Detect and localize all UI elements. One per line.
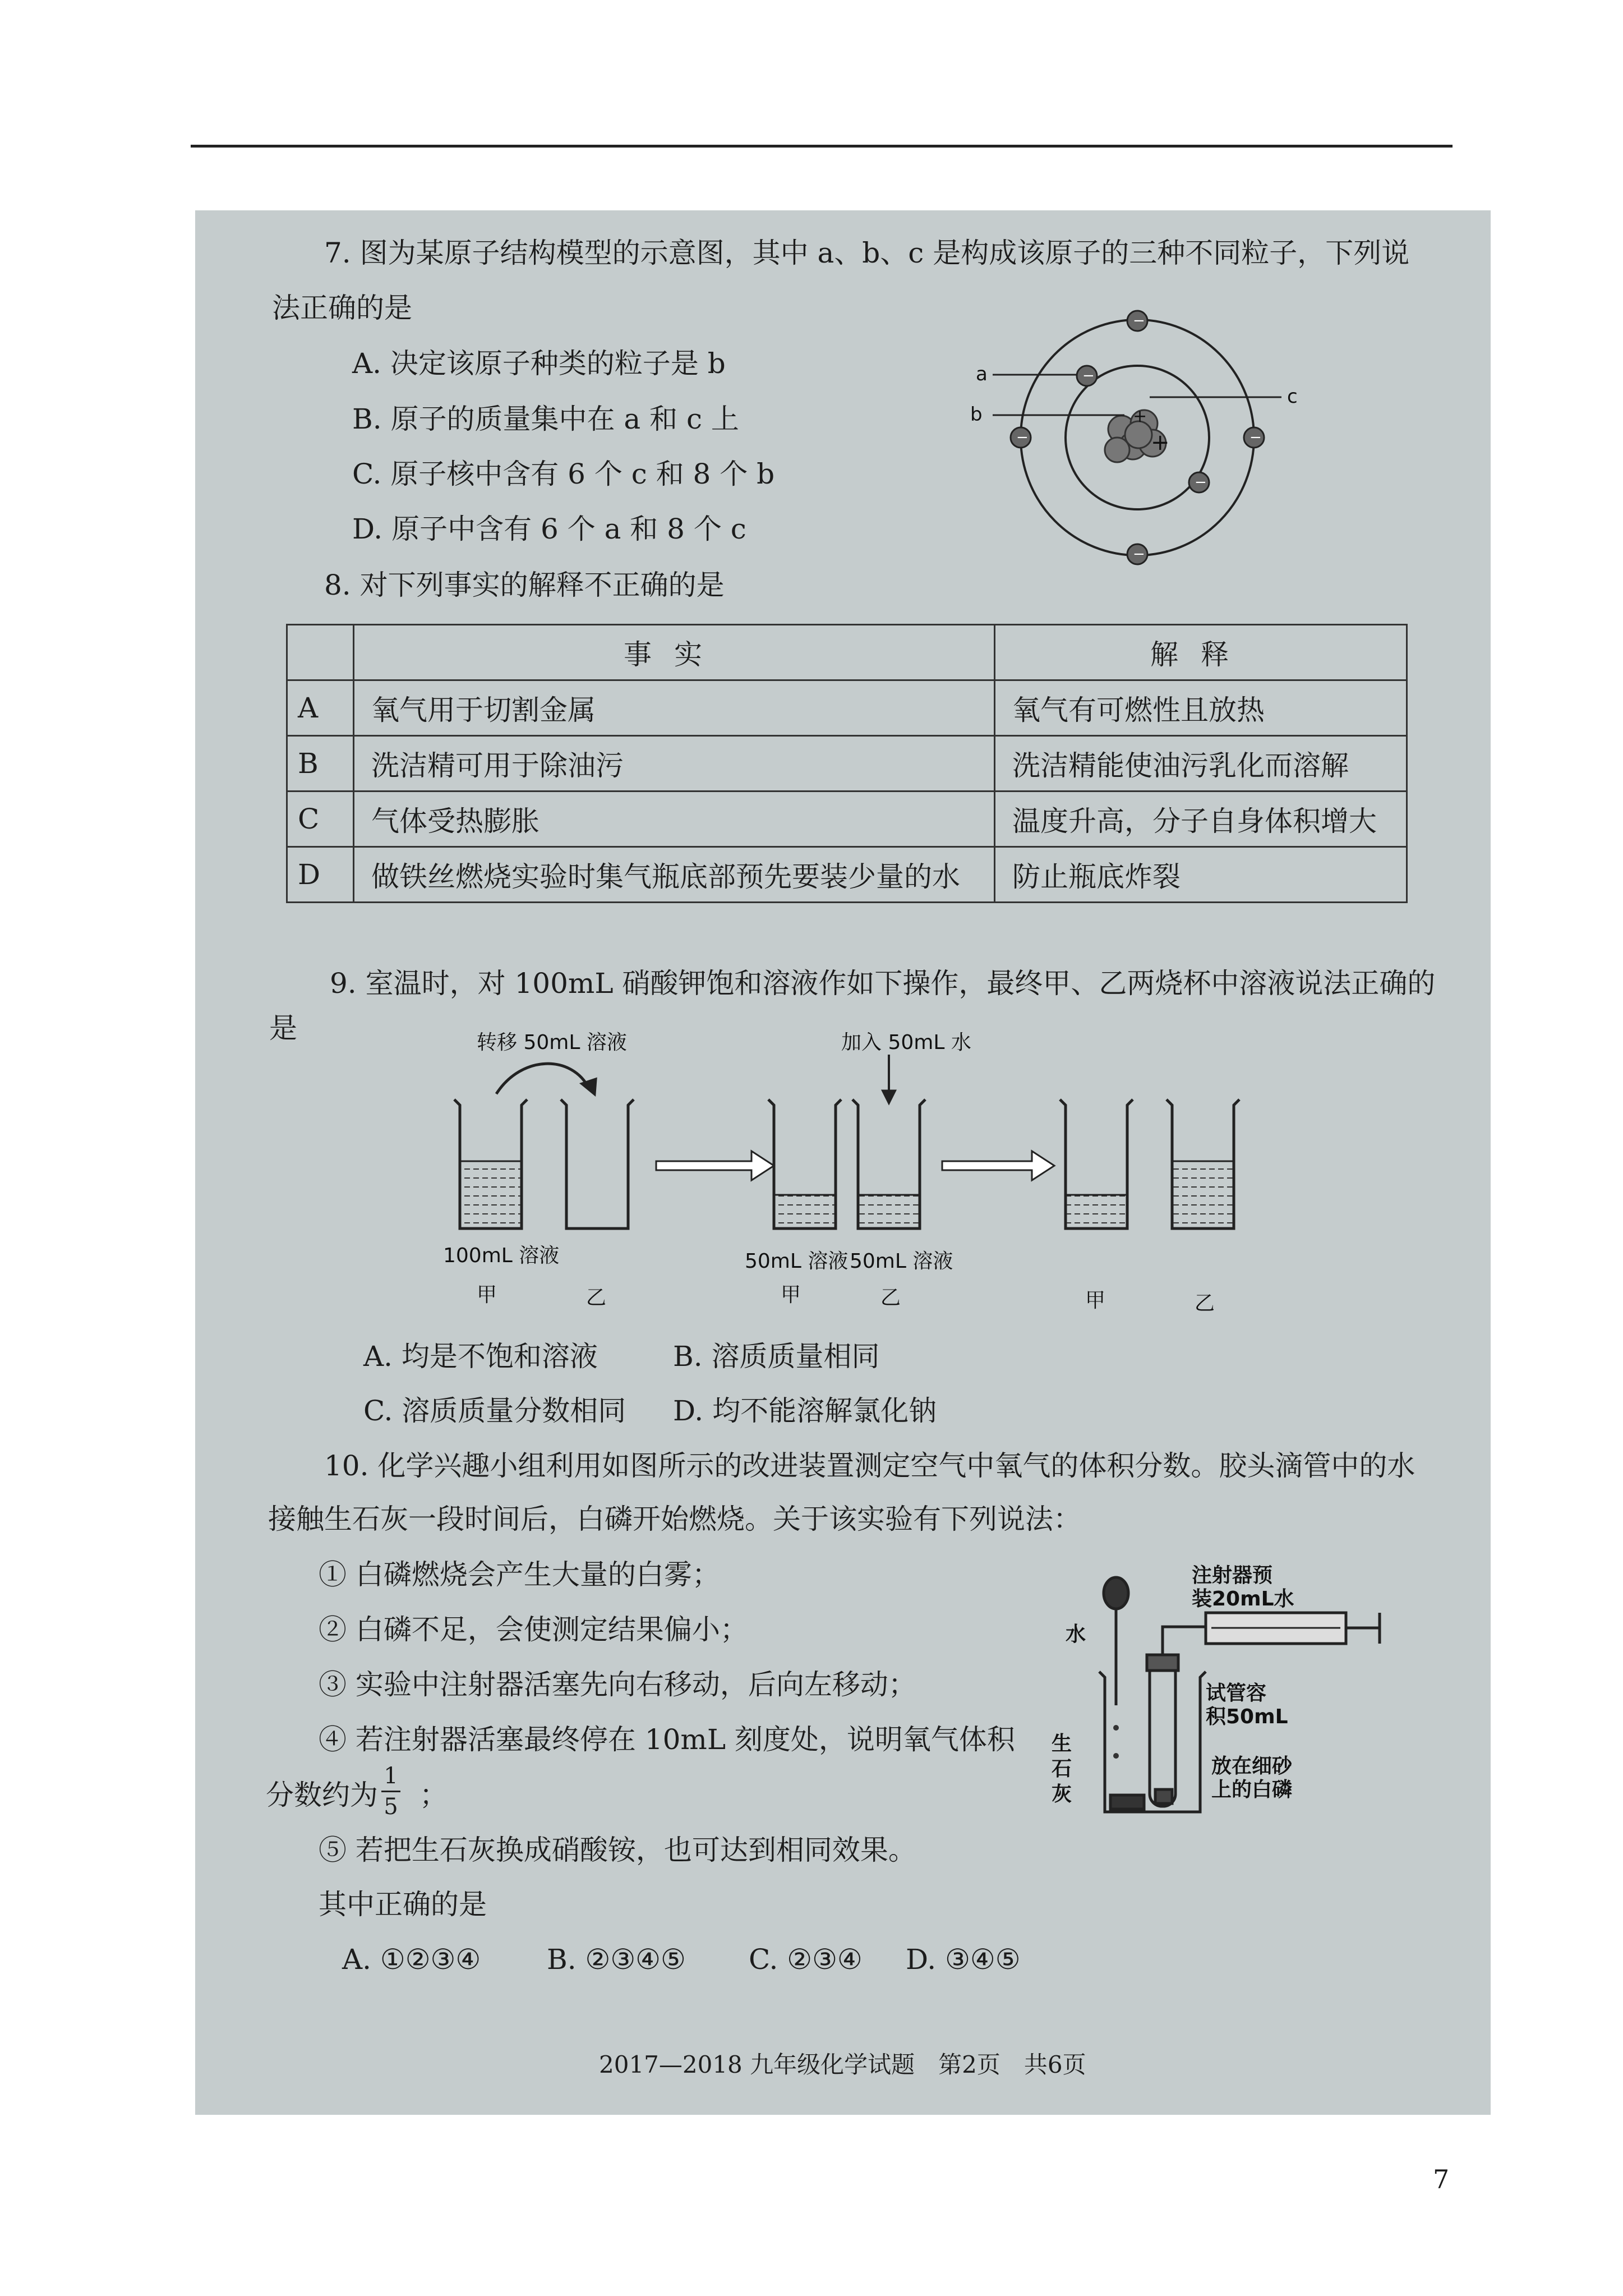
row-fact: 气体受热膨胀 — [354, 792, 995, 847]
svg-text:−: − — [1133, 546, 1145, 563]
jia-label-3: 甲 — [1085, 1289, 1106, 1312]
row-letter: A — [287, 680, 354, 736]
fraction-denominator: 5 — [384, 1794, 398, 1820]
atom-label-c: c — [1287, 385, 1298, 408]
oxygen-apparatus-diagram — [1043, 1559, 1391, 1840]
q10-answer-c: C. ②③④ — [749, 1943, 863, 1976]
q10-answer-d: D. ③④⑤ — [906, 1943, 1021, 1976]
q10-statement-4-cont: 分数约为 — [266, 1779, 378, 1811]
q7-stem-line2: 法正确的是 — [272, 292, 412, 324]
svg-text:−: − — [1249, 429, 1262, 446]
q10-statement-4-end: ； — [419, 1779, 448, 1811]
row-letter: C — [287, 792, 354, 847]
table-header-explanation: 解释 — [995, 625, 1407, 680]
row-fact: 氧气用于切割金属 — [354, 680, 995, 736]
top-rule — [191, 145, 1453, 148]
q7-option-b: B. 原子的质量集中在 a 和 c 上 — [352, 403, 739, 435]
q7-stem-line1: 7. 图为某原子结构模型的示意图，其中 a、b、c 是构成该原子的三种不同粒子，下列说 — [324, 237, 1410, 269]
solution-50b-label: 50mL 溶液 — [850, 1250, 953, 1273]
row-explanation: 氧气有可燃性且放热 — [995, 680, 1407, 736]
phosphorus-label-1: 放在细砂 — [1211, 1755, 1293, 1778]
syringe-label-2: 装20mL水 — [1192, 1588, 1294, 1611]
jia-label-2: 甲 — [781, 1283, 801, 1306]
q10-which: 其中正确的是 — [319, 1888, 487, 1921]
q9-option-c: C. 溶质质量分数相同 — [363, 1395, 626, 1427]
q9-stem-line2: 是 — [269, 1012, 297, 1045]
transfer-label: 转移 50mL 溶液 — [477, 1031, 627, 1054]
jia-label-1: 甲 — [477, 1283, 497, 1306]
q10-answer-a: A. ①②③④ — [342, 1943, 481, 1976]
lime-label-3: 灰 — [1052, 1783, 1072, 1806]
solution-100-label: 100mL 溶液 — [443, 1244, 560, 1267]
q9-option-b: B. 溶质质量相同 — [673, 1340, 880, 1373]
q8-table — [286, 624, 1408, 903]
yi-label-1: 乙 — [586, 1286, 607, 1309]
svg-text:+: + — [1133, 407, 1147, 426]
q10-stem-line2: 接触生石灰一段时间后，白磷开始燃烧。关于该实验有下列说法： — [268, 1503, 1081, 1535]
row-explanation: 防止瓶底炸裂 — [995, 847, 1407, 903]
q8-stem: 8. 对下列事实的解释不正确的是 — [324, 569, 725, 601]
tube-label-2: 积50mL — [1206, 1705, 1288, 1728]
fraction-numerator: 1 — [384, 1763, 398, 1789]
phosphorus-label-2: 上的白磷 — [1211, 1778, 1293, 1801]
row-letter: B — [287, 736, 354, 792]
yi-label-2: 乙 — [880, 1286, 901, 1309]
q10-statement-5: ⑤ 若把生石灰换成硝酸铵，也可达到相同效果。 — [319, 1834, 916, 1866]
q10-statement-4: ④ 若注射器活塞最终停在 10mL 刻度处，说明氧气体积 — [319, 1723, 1015, 1756]
row-fact: 洗洁精可用于除油污 — [354, 736, 995, 792]
beaker-diagram — [437, 1021, 1279, 1313]
q10-stem-line1: 10. 化学兴趣小组利用如图所示的改进装置测定空气中氧气的体积分数。胶头滴管中的水 — [324, 1450, 1415, 1482]
row-explanation: 洗洁精能使油污乳化而溶解 — [995, 736, 1407, 792]
yi-label-3: 乙 — [1195, 1292, 1215, 1315]
row-fact: 做铁丝燃烧实验时集气瓶底部预先要装少量的水 — [354, 847, 995, 903]
add-water-label: 加入 50mL 水 — [841, 1031, 971, 1054]
q10-statement-1: ① 白磷燃烧会产生大量的白雾； — [319, 1558, 720, 1591]
table-row — [287, 847, 1407, 903]
q9-option-a: A. 均是不饱和溶液 — [363, 1340, 598, 1373]
syringe-label-1: 注射器预 — [1192, 1564, 1273, 1587]
row-explanation: 温度升高，分子自身体积增大 — [995, 792, 1407, 847]
svg-text:−: − — [1016, 429, 1029, 446]
tube-label-1: 试管容 — [1206, 1682, 1267, 1705]
svg-text:+: + — [1151, 430, 1170, 455]
lime-label-2: 石 — [1052, 1757, 1072, 1780]
fraction-one-fifth — [381, 1765, 400, 1818]
water-label: 水 — [1066, 1623, 1086, 1646]
solution-50a-label: 50mL 溶液 — [745, 1250, 849, 1273]
table-row — [287, 736, 1407, 792]
atom-model-diagram — [970, 303, 1318, 572]
q9-option-d: D. 均不能溶解氯化钠 — [673, 1395, 937, 1427]
table-row — [287, 680, 1407, 736]
table-header-blank — [287, 625, 354, 680]
q7-option-c: C. 原子核中含有 6 个 c 和 8 个 b — [352, 458, 775, 490]
svg-text:−: − — [1082, 367, 1095, 384]
row-letter: D — [287, 847, 354, 903]
table-header-row — [287, 625, 1407, 680]
table-row — [287, 792, 1407, 847]
q7-option-a: A. 决定该原子种类的粒子是 b — [352, 347, 726, 380]
q7-option-d: D. 原子中含有 6 个 a 和 8 个 c — [352, 513, 746, 545]
svg-text:−: − — [1133, 312, 1145, 329]
q9-stem-line1: 9. 室温时，对 100mL 硝酸钾饱和溶液作如下操作，最终甲、乙两烧杯中溶液说法正确的 — [330, 967, 1436, 1000]
page-footer: 2017—2018 九年级化学试题 第2页 共6页 — [599, 2051, 1086, 2078]
atom-label-a: a — [976, 363, 988, 385]
q10-statement-3: ③ 实验中注射器活塞先向右移动，后向左移动； — [319, 1668, 916, 1701]
atom-label-b: b — [970, 403, 983, 426]
q10-statement-2: ② 白磷不足，会使测定结果偏小； — [319, 1613, 748, 1646]
page-number: 7 — [1433, 2164, 1450, 2194]
lime-label-1: 生 — [1052, 1732, 1072, 1755]
svg-text:−: − — [1195, 474, 1207, 491]
q10-answer-b: B. ②③④⑤ — [547, 1943, 686, 1976]
table-header-fact: 事实 — [354, 625, 995, 680]
